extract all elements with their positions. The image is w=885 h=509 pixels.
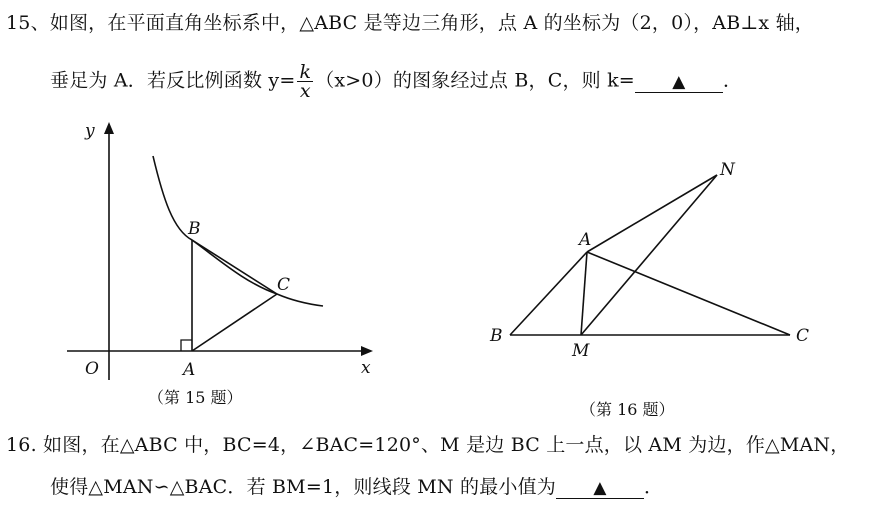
- q15-y-arrow-icon: [104, 122, 114, 134]
- q15-line2-post: （x>0）的图象经过点 B，C，则 k=: [315, 69, 635, 92]
- q15-figure: [55, 118, 385, 388]
- q16-line2-text: 使得△MAN∽△BAC．若 BM=1，则线段 MN 的最小值为: [50, 476, 556, 498]
- q15-fraction: [297, 63, 313, 100]
- q16-label-C: C: [796, 326, 810, 346]
- q15-fraction-den: x: [299, 80, 311, 102]
- q16-caption: （第 16 题）: [580, 400, 675, 419]
- q16-blank-triangle-icon: ▲: [593, 478, 607, 498]
- q16-figure: [480, 155, 820, 365]
- q16-segment-AN: [587, 175, 717, 252]
- q15-label-C: C: [277, 275, 291, 295]
- q15-label-O: O: [85, 359, 99, 379]
- q15-segment-BC: [192, 240, 277, 294]
- q15-right-angle-mark: [181, 340, 192, 351]
- q16-line2-end: ．: [644, 476, 664, 498]
- q15-x-arrow-icon: [361, 346, 373, 356]
- q15-fraction-num: k: [299, 61, 312, 83]
- q15-label-B: B: [188, 219, 201, 239]
- q15-line2: [50, 63, 742, 100]
- q16-line2: [50, 472, 663, 499]
- q16-answer-blank[interactable]: [556, 476, 644, 499]
- q16-label-B: B: [490, 326, 503, 346]
- q15-label-y: y: [85, 121, 95, 141]
- q16-segment-AC: [587, 252, 790, 335]
- q15-line2-end: ．: [722, 69, 743, 92]
- q16-label-A: A: [579, 230, 592, 250]
- q15-line1: 15、如图，在平面直角坐标系中，△ABC 是等边三角形，点 A 的坐标为（2，0），AB⊥x 轴，: [6, 12, 814, 34]
- q15-caption: （第 15 题）: [148, 388, 243, 407]
- q15-blank-triangle-icon: ▲: [672, 71, 686, 92]
- q15-answer-blank[interactable]: [635, 70, 723, 93]
- q15-line2-pre: 垂足为 A．若反比例函数 y=: [50, 69, 296, 92]
- q16-label-M: M: [572, 341, 590, 361]
- q15-label-A: A: [183, 360, 196, 380]
- q16-label-N: N: [720, 160, 735, 180]
- q16-segment-MN: [581, 175, 717, 335]
- q15-label-x: x: [361, 358, 371, 378]
- q16-segment-AM: [581, 252, 587, 335]
- q15-segment-AC: [192, 294, 277, 351]
- q16-segment-BA: [510, 252, 587, 335]
- q15-hyperbola-curve: [153, 156, 323, 306]
- q16-line1: 16. 如图，在△ABC 中，BC=4，∠BAC=120°、M 是边 BC 上一点，以 AM 为边，作△MAN，: [6, 434, 850, 456]
